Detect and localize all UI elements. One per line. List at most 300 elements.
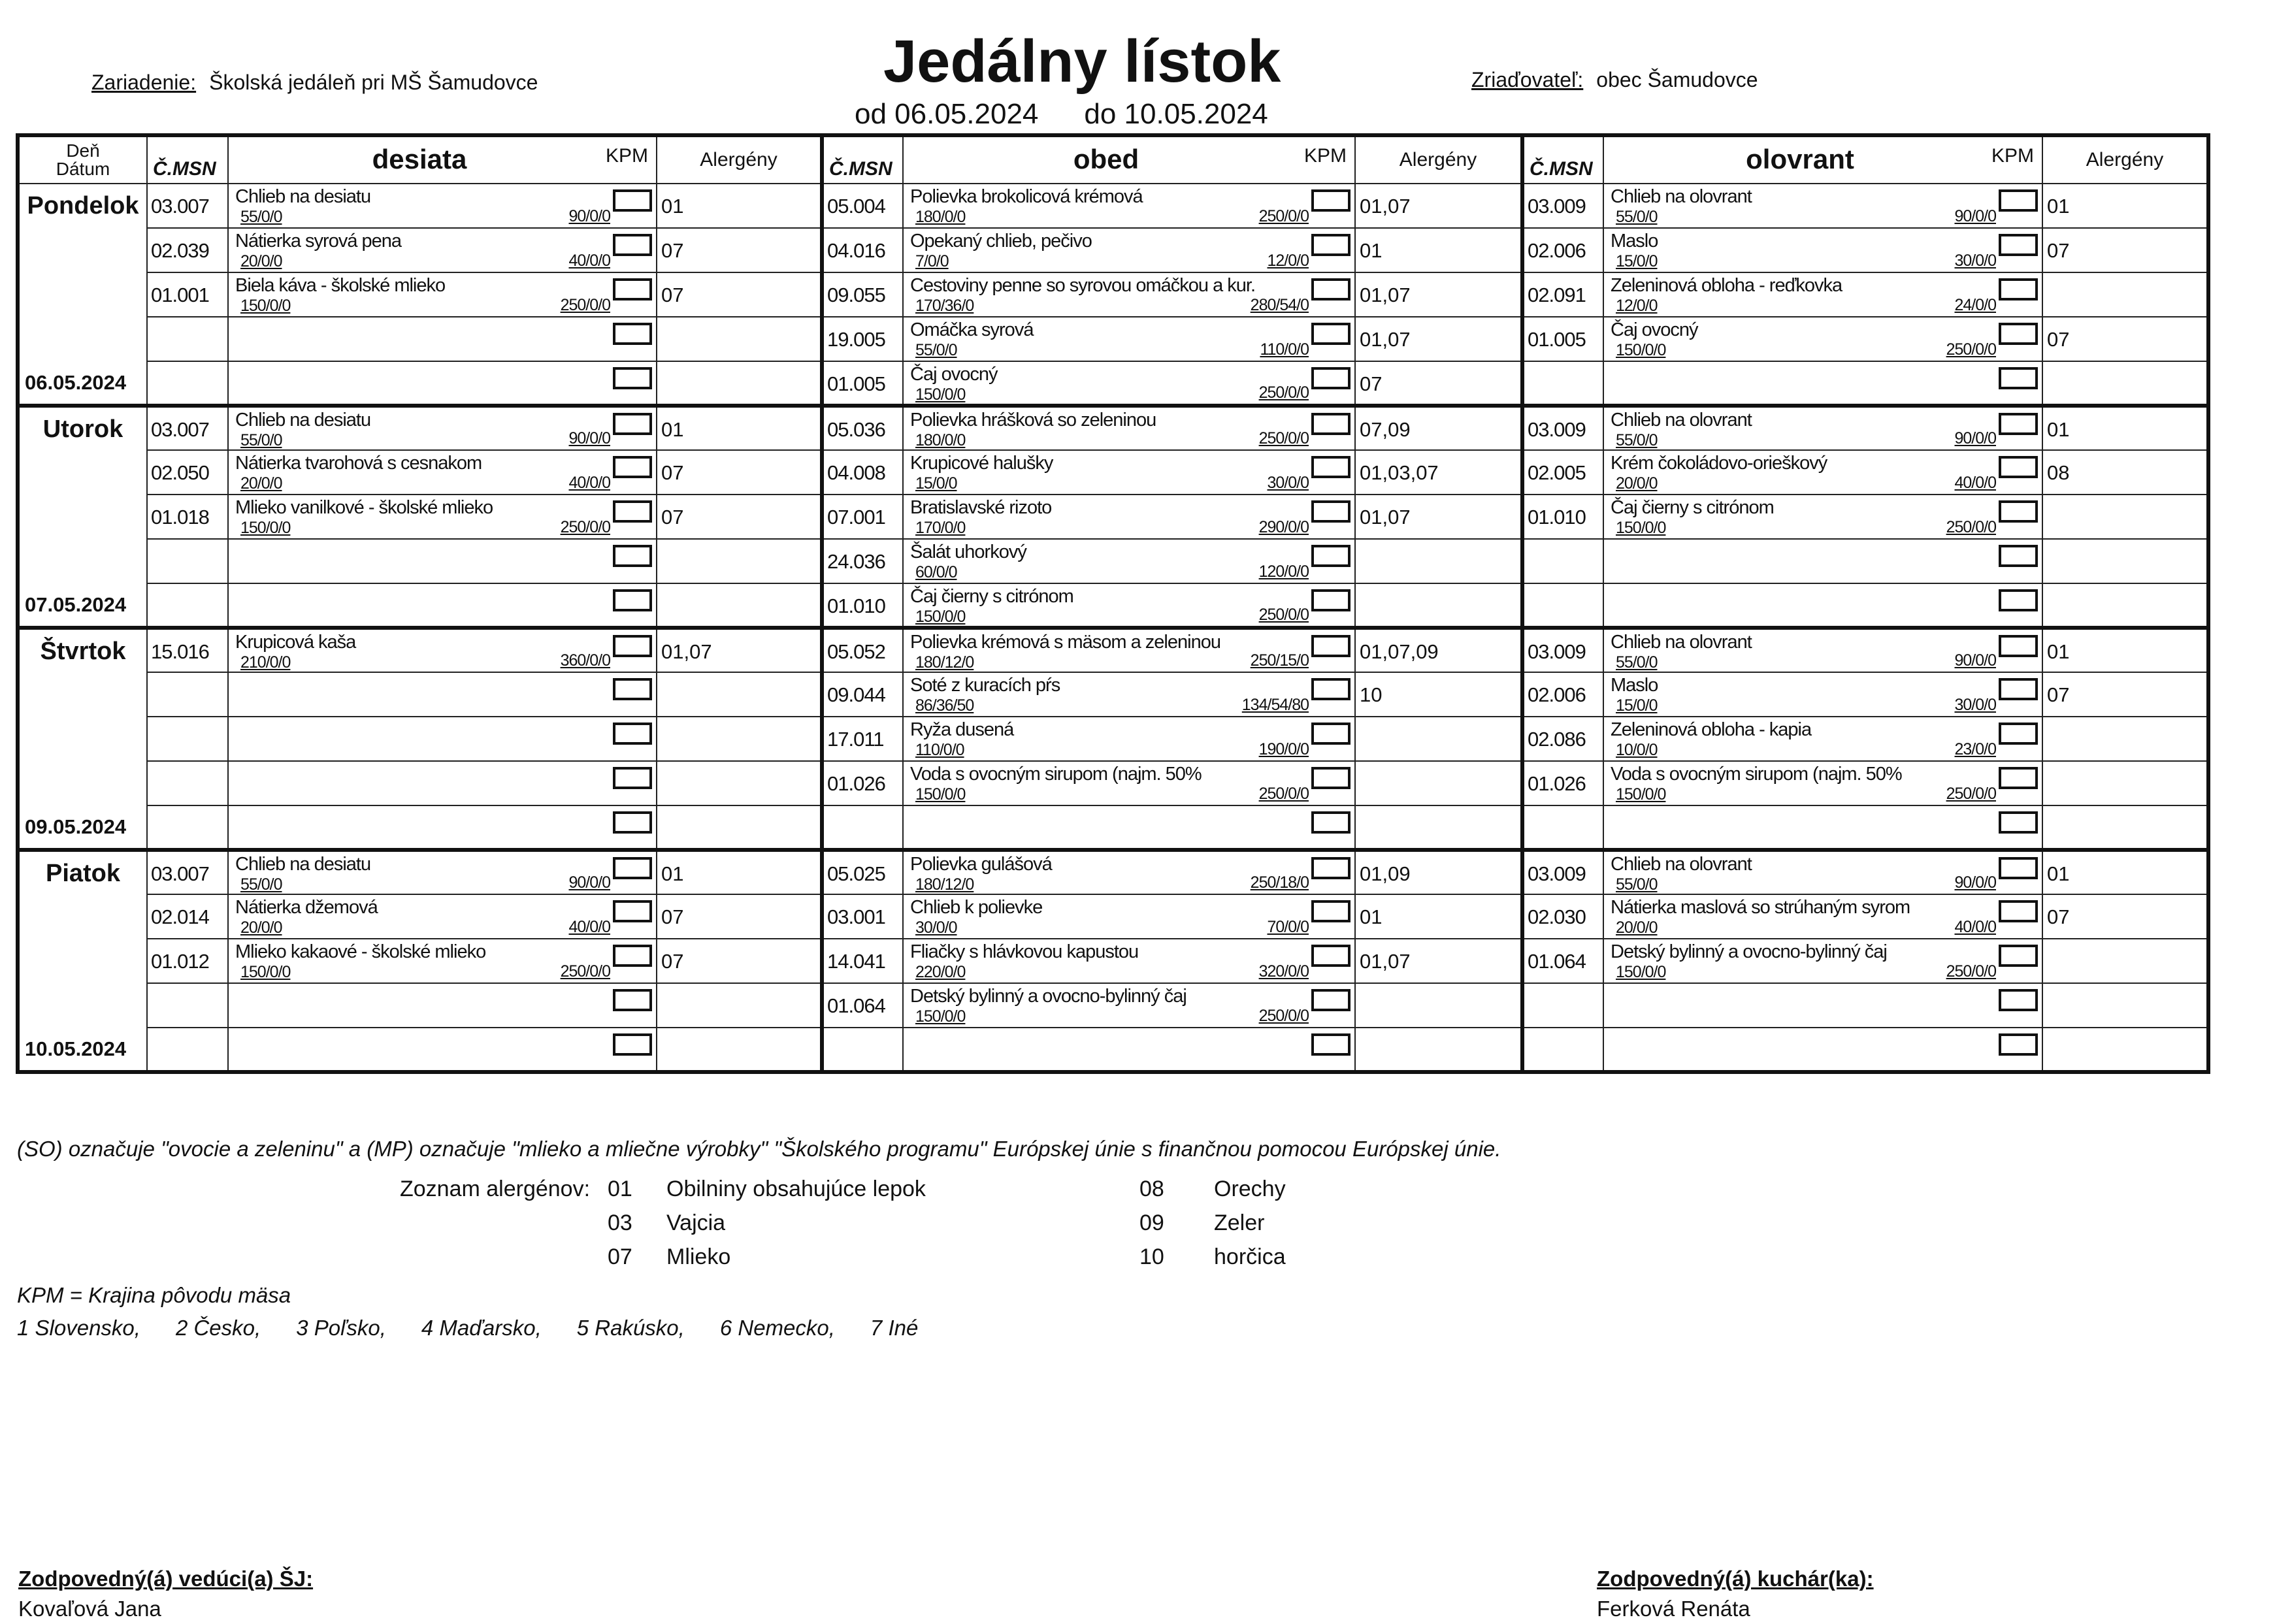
day-cell bbox=[18, 850, 147, 1072]
item-name: Chlieb na desiatu bbox=[235, 186, 371, 207]
item-weight: 110/0/0 bbox=[1260, 340, 1309, 359]
item-portion: 170/36/0 bbox=[915, 297, 974, 315]
menu-item bbox=[903, 184, 1355, 228]
kpm-box bbox=[613, 234, 652, 256]
item-name: Polievka gulášová bbox=[910, 854, 1052, 875]
kpm-box bbox=[1311, 945, 1351, 967]
item-weight: 250/0/0 bbox=[1258, 1007, 1309, 1025]
day-cell bbox=[18, 184, 147, 406]
item-allergens bbox=[657, 983, 822, 1028]
item-name: Biela káva - školské mlieko bbox=[235, 275, 446, 296]
day-date: 09.05.2024 bbox=[25, 815, 127, 838]
day-cell bbox=[18, 628, 147, 850]
day-name: Utorok bbox=[42, 415, 123, 443]
menu-row bbox=[18, 761, 2208, 805]
item-portion: 110/0/0 bbox=[915, 741, 964, 759]
kpm-box bbox=[1311, 500, 1351, 523]
item-weight: 134/54/80 bbox=[1241, 696, 1309, 714]
item-code: 03.009 bbox=[1522, 406, 1603, 450]
allergen-code: 03 bbox=[608, 1210, 632, 1235]
item-code bbox=[147, 539, 228, 583]
menu-item bbox=[228, 628, 657, 672]
signature-cook bbox=[1597, 1564, 1874, 1624]
item-weight: 250/0/0 bbox=[560, 518, 610, 536]
item-code: 03.007 bbox=[147, 406, 228, 450]
allergen-name: Vajcia bbox=[666, 1210, 726, 1235]
item-portion: 210/0/0 bbox=[240, 653, 291, 672]
day-date-header: Deň Dátum bbox=[18, 135, 147, 184]
menu-item bbox=[903, 717, 1355, 761]
menu-table bbox=[16, 133, 2210, 1074]
allergens-header: Alergény bbox=[1355, 135, 1522, 184]
item-code: 15.016 bbox=[147, 628, 228, 672]
kpm-box bbox=[1999, 323, 2038, 345]
kpm-legend-title: KPM = Krajina pôvodu mäsa bbox=[17, 1283, 291, 1307]
item-code bbox=[147, 317, 228, 361]
item-portion: 150/0/0 bbox=[1616, 963, 1666, 981]
item-name: Fliačky s hlávkovou kapustou bbox=[910, 941, 1139, 962]
item-name: Cestoviny penne so syrovou omáčkou a kur. bbox=[910, 275, 1256, 296]
item-code bbox=[147, 672, 228, 717]
item-weight: 250/0/0 bbox=[1946, 785, 1996, 803]
kpm-box bbox=[613, 635, 652, 657]
item-portion: 10/0/0 bbox=[1616, 741, 1658, 759]
menu-row bbox=[18, 317, 2208, 361]
menu-item bbox=[1603, 805, 2042, 850]
item-weight: 40/0/0 bbox=[568, 252, 610, 270]
item-code: 02.050 bbox=[147, 450, 228, 495]
header-row bbox=[18, 135, 2208, 184]
kpm-box bbox=[1999, 767, 2038, 789]
menu-item bbox=[228, 717, 657, 761]
item-code bbox=[1522, 539, 1603, 583]
item-allergens bbox=[2042, 805, 2208, 850]
item-name: Chlieb na desiatu bbox=[235, 854, 371, 875]
kpm-box bbox=[1999, 945, 2038, 967]
item-weight: 190/0/0 bbox=[1258, 740, 1309, 758]
item-allergens: 01 bbox=[657, 406, 822, 450]
menu-item bbox=[903, 805, 1355, 850]
item-allergens bbox=[657, 361, 822, 406]
kpm-box bbox=[1311, 323, 1351, 345]
item-weight: 250/0/0 bbox=[1946, 962, 1996, 981]
menu-item bbox=[1603, 539, 2042, 583]
item-portion: 180/0/0 bbox=[915, 431, 966, 449]
item-portion: 180/12/0 bbox=[915, 653, 974, 672]
item-allergens bbox=[2042, 983, 2208, 1028]
menu-item bbox=[1603, 406, 2042, 450]
item-weight: 250/0/0 bbox=[1946, 340, 1996, 359]
item-allergens: 01 bbox=[2042, 406, 2208, 450]
item-portion: 170/0/0 bbox=[915, 519, 966, 537]
item-code: 03.007 bbox=[147, 850, 228, 894]
menu-row bbox=[18, 583, 2208, 628]
menu-item bbox=[903, 894, 1355, 939]
item-allergens: 07 bbox=[657, 939, 822, 983]
menu-row bbox=[18, 272, 2208, 317]
item-allergens: 01,07 bbox=[1355, 495, 1522, 539]
signature-manager bbox=[18, 1564, 313, 1624]
kpm-box bbox=[1999, 589, 2038, 611]
item-name: Mlieko vanilkové - školské mlieko bbox=[235, 497, 493, 518]
signature-manager-label: Zodpovedný(á) vedúci(a) ŠJ: bbox=[18, 1567, 314, 1591]
kpm-box bbox=[613, 189, 652, 212]
allergen-name: horčica bbox=[1214, 1244, 1286, 1269]
item-portion: 20/0/0 bbox=[1616, 474, 1658, 493]
item-allergens: 01,03,07 bbox=[1355, 450, 1522, 495]
item-allergens: 07 bbox=[657, 228, 822, 272]
item-allergens: 08 bbox=[2042, 450, 2208, 495]
item-allergens bbox=[2042, 495, 2208, 539]
kpm-box bbox=[1999, 367, 2038, 389]
item-name: Polievka hrášková so zeleninou bbox=[910, 410, 1156, 430]
kpm-box bbox=[1311, 857, 1351, 879]
item-allergens bbox=[2042, 361, 2208, 406]
menu-item bbox=[228, 583, 657, 628]
item-weight: 250/18/0 bbox=[1250, 873, 1309, 892]
item-weight: 250/0/0 bbox=[1258, 606, 1309, 624]
item-code bbox=[1522, 1028, 1603, 1072]
kpm-box bbox=[1311, 900, 1351, 922]
item-allergens: 01,07 bbox=[1355, 272, 1522, 317]
item-weight: 250/0/0 bbox=[1258, 207, 1309, 225]
founder-line bbox=[1471, 68, 1758, 92]
item-allergens: 07 bbox=[2042, 317, 2208, 361]
kpm-box bbox=[613, 945, 652, 967]
item-allergens bbox=[657, 583, 822, 628]
item-name: Polievka krémová s mäsom a zeleninou bbox=[910, 632, 1220, 653]
item-name: Chlieb na desiatu bbox=[235, 410, 371, 430]
item-name: Bratislavské rizoto bbox=[910, 497, 1052, 518]
item-code: 01.064 bbox=[822, 983, 903, 1028]
item-allergens bbox=[657, 539, 822, 583]
kpm-box bbox=[1999, 234, 2038, 256]
item-allergens: 01 bbox=[2042, 850, 2208, 894]
kpm-box bbox=[1999, 989, 2038, 1011]
menu-item bbox=[228, 361, 657, 406]
kpm-box bbox=[1999, 456, 2038, 478]
kpm-box bbox=[613, 413, 652, 435]
menu-item bbox=[1603, 894, 2042, 939]
kpm-country: 7 Iné bbox=[870, 1316, 919, 1340]
signature-manager-name: Kovaľová Jana bbox=[18, 1597, 161, 1621]
item-code: 04.008 bbox=[822, 450, 903, 495]
item-portion: 150/0/0 bbox=[240, 297, 291, 315]
item-code: 01.005 bbox=[822, 361, 903, 406]
menu-item bbox=[1603, 272, 2042, 317]
item-weight: 40/0/0 bbox=[568, 918, 610, 936]
menu-item bbox=[903, 495, 1355, 539]
kpm-box bbox=[1311, 678, 1351, 700]
item-allergens bbox=[2042, 717, 2208, 761]
item-portion: 20/0/0 bbox=[1616, 918, 1658, 937]
kpm-box bbox=[613, 678, 652, 700]
item-name: Voda s ovocným sirupom (najm. 50% bbox=[910, 764, 1202, 785]
menu-item bbox=[903, 628, 1355, 672]
item-allergens: 01,07 bbox=[1355, 939, 1522, 983]
item-code: 17.011 bbox=[822, 717, 903, 761]
item-weight: 250/0/0 bbox=[1258, 785, 1309, 803]
item-allergens bbox=[1355, 983, 1522, 1028]
item-allergens: 07,09 bbox=[1355, 406, 1522, 450]
item-code: 02.030 bbox=[1522, 894, 1603, 939]
item-code bbox=[147, 761, 228, 805]
item-allergens bbox=[657, 672, 822, 717]
item-allergens bbox=[1355, 717, 1522, 761]
allergen-name: Zeler bbox=[1214, 1210, 1265, 1235]
item-weight: 90/0/0 bbox=[1954, 207, 1996, 225]
menu-item bbox=[903, 539, 1355, 583]
kpm-box bbox=[1311, 367, 1351, 389]
item-code: 04.016 bbox=[822, 228, 903, 272]
item-allergens: 01 bbox=[1355, 894, 1522, 939]
menu-item bbox=[228, 672, 657, 717]
item-code: 01.026 bbox=[1522, 761, 1603, 805]
item-portion: 15/0/0 bbox=[915, 474, 957, 493]
item-allergens bbox=[2042, 1028, 2208, 1072]
facility-name: Školská jedáleň pri MŠ Šamudovce bbox=[209, 71, 538, 94]
item-code: 01.010 bbox=[822, 583, 903, 628]
menu-item bbox=[228, 805, 657, 850]
menu-item bbox=[1603, 228, 2042, 272]
item-weight: 24/0/0 bbox=[1954, 296, 1996, 314]
item-code: 03.009 bbox=[1522, 850, 1603, 894]
kpm-country: 1 Slovensko, bbox=[17, 1316, 140, 1340]
signature-cook-name: Ferková Renáta bbox=[1597, 1597, 1750, 1621]
kpm-box bbox=[1311, 545, 1351, 567]
founder-name: obec Šamudovce bbox=[1596, 68, 1758, 91]
item-name: Čaj čierny s citrónom bbox=[1611, 497, 1774, 518]
item-code: 01.010 bbox=[1522, 495, 1603, 539]
item-portion: 86/36/50 bbox=[915, 696, 974, 715]
kpm-box bbox=[1311, 1033, 1351, 1056]
item-allergens: 07 bbox=[1355, 361, 1522, 406]
menu-item bbox=[903, 450, 1355, 495]
allergen-code: 07 bbox=[608, 1244, 632, 1269]
day-date: 07.05.2024 bbox=[25, 593, 127, 616]
item-weight: 12/0/0 bbox=[1267, 252, 1309, 270]
menu-item bbox=[1603, 583, 2042, 628]
menu-item bbox=[228, 761, 657, 805]
item-portion: 30/0/0 bbox=[915, 918, 957, 937]
kpm-box bbox=[1999, 500, 2038, 523]
item-name: Chlieb na olovrant bbox=[1611, 632, 1752, 653]
menu-item bbox=[228, 894, 657, 939]
item-weight: 90/0/0 bbox=[568, 207, 610, 225]
menu-item bbox=[228, 495, 657, 539]
kpm-country: 4 Maďarsko, bbox=[421, 1316, 542, 1340]
item-name: Nátierka tvarohová s cesnakom bbox=[235, 453, 482, 474]
item-name: Zeleninová obloha - reďkovka bbox=[1611, 275, 1842, 296]
item-portion: 15/0/0 bbox=[1616, 696, 1658, 715]
item-name: Čaj ovocný bbox=[1611, 319, 1698, 340]
item-weight: 90/0/0 bbox=[1954, 651, 1996, 670]
item-portion: 180/0/0 bbox=[915, 208, 966, 226]
kpm-box bbox=[1999, 1033, 2038, 1056]
item-name: Chlieb na olovrant bbox=[1611, 854, 1752, 875]
menu-item bbox=[1603, 628, 2042, 672]
item-portion: 7/0/0 bbox=[915, 252, 949, 270]
item-name: Krupicová kaša bbox=[235, 632, 356, 653]
kpm-country: 6 Nemecko, bbox=[719, 1316, 835, 1340]
menu-item bbox=[228, 406, 657, 450]
item-portion: 60/0/0 bbox=[915, 563, 957, 581]
msn-header: Č.MSN bbox=[822, 135, 903, 184]
item-name: Čaj ovocný bbox=[910, 364, 998, 385]
day-name: Štvrtok bbox=[40, 638, 126, 665]
menu-item bbox=[228, 939, 657, 983]
kpm-box bbox=[1999, 723, 2038, 745]
kpm-box bbox=[613, 323, 652, 345]
menu-item bbox=[1603, 983, 2042, 1028]
item-code bbox=[147, 1028, 228, 1072]
item-code: 14.041 bbox=[822, 939, 903, 983]
menu-item bbox=[228, 450, 657, 495]
item-allergens bbox=[657, 805, 822, 850]
item-code: 02.005 bbox=[1522, 450, 1603, 495]
menu-item bbox=[903, 850, 1355, 894]
item-portion: 150/0/0 bbox=[240, 963, 291, 981]
menu-item bbox=[228, 1028, 657, 1072]
item-allergens: 07 bbox=[657, 450, 822, 495]
item-name: Detský bylinný a ovocno-bylinný čaj bbox=[910, 986, 1187, 1007]
item-weight: 90/0/0 bbox=[568, 429, 610, 447]
item-allergens: 01,07 bbox=[1355, 184, 1522, 228]
kpm-box bbox=[613, 989, 652, 1011]
item-code: 05.036 bbox=[822, 406, 903, 450]
item-weight: 90/0/0 bbox=[1954, 873, 1996, 892]
item-name: Ryža dusená bbox=[910, 719, 1014, 740]
kpm-legend bbox=[17, 1279, 953, 1344]
item-weight: 280/54/0 bbox=[1250, 296, 1309, 314]
item-allergens bbox=[1355, 583, 1522, 628]
item-name: Nátierka džemová bbox=[235, 897, 378, 918]
menu-item bbox=[1603, 717, 2042, 761]
facility-line bbox=[91, 71, 538, 95]
item-weight: 30/0/0 bbox=[1954, 252, 1996, 270]
item-code: 03.009 bbox=[1522, 628, 1603, 672]
menu-item bbox=[1603, 450, 2042, 495]
item-code: 02.086 bbox=[1522, 717, 1603, 761]
kpm-box bbox=[1999, 413, 2038, 435]
kpm-country: 3 Poľsko, bbox=[296, 1316, 386, 1340]
item-code bbox=[1522, 983, 1603, 1028]
item-name: Maslo bbox=[1611, 675, 1658, 696]
item-portion: 150/0/0 bbox=[1616, 341, 1666, 359]
kpm-box bbox=[1999, 278, 2038, 300]
kpm-box bbox=[1999, 900, 2038, 922]
item-allergens bbox=[1355, 539, 1522, 583]
item-allergens: 01 bbox=[657, 850, 822, 894]
kpm-box bbox=[613, 1033, 652, 1056]
item-portion: 20/0/0 bbox=[240, 918, 282, 937]
item-allergens bbox=[2042, 939, 2208, 983]
kpm-box bbox=[1999, 189, 2038, 212]
item-allergens bbox=[657, 761, 822, 805]
item-portion: 55/0/0 bbox=[1616, 431, 1658, 449]
allergen-code: 08 bbox=[1139, 1177, 1164, 1201]
kpm-box bbox=[1311, 635, 1351, 657]
item-name: Mlieko kakaové - školské mlieko bbox=[235, 941, 486, 962]
item-allergens: 01,07 bbox=[657, 628, 822, 672]
item-code bbox=[147, 583, 228, 628]
menu-row bbox=[18, 983, 2208, 1028]
kpm-box bbox=[1311, 989, 1351, 1011]
item-weight: 320/0/0 bbox=[1258, 962, 1309, 981]
menu-item bbox=[903, 406, 1355, 450]
item-weight: 360/0/0 bbox=[560, 651, 610, 670]
item-portion: 20/0/0 bbox=[240, 252, 282, 270]
menu-item bbox=[1603, 317, 2042, 361]
item-code: 01.012 bbox=[147, 939, 228, 983]
item-code: 02.006 bbox=[1522, 228, 1603, 272]
kpm-box bbox=[1999, 678, 2038, 700]
menu-item bbox=[903, 583, 1355, 628]
menu-row bbox=[18, 628, 2208, 672]
item-name: Krém čokoládovo-orieškový bbox=[1611, 453, 1827, 474]
item-portion: 150/0/0 bbox=[240, 519, 291, 537]
day-name: Pondelok bbox=[27, 192, 139, 219]
item-portion: 12/0/0 bbox=[1616, 297, 1658, 315]
item-code: 05.025 bbox=[822, 850, 903, 894]
item-allergens bbox=[2042, 539, 2208, 583]
item-code bbox=[822, 1028, 903, 1072]
item-portion: 150/0/0 bbox=[1616, 785, 1666, 804]
kpm-box bbox=[613, 811, 652, 834]
kpm-box bbox=[613, 767, 652, 789]
kpm-country: 5 Rakúsko, bbox=[576, 1316, 685, 1340]
item-name: Chlieb na olovrant bbox=[1611, 410, 1752, 430]
item-allergens: 07 bbox=[2042, 894, 2208, 939]
item-allergens bbox=[657, 317, 822, 361]
item-allergens: 01 bbox=[657, 184, 822, 228]
kpm-box bbox=[613, 456, 652, 478]
kpm-box bbox=[613, 500, 652, 523]
menu-item bbox=[903, 272, 1355, 317]
item-code: 05.052 bbox=[822, 628, 903, 672]
item-weight: 290/0/0 bbox=[1258, 518, 1309, 536]
menu-item bbox=[228, 317, 657, 361]
item-code: 03.007 bbox=[147, 184, 228, 228]
kpm-box bbox=[1311, 589, 1351, 611]
item-code: 02.006 bbox=[1522, 672, 1603, 717]
menu-item bbox=[903, 317, 1355, 361]
signature-cook-label: Zodpovedný(á) kuchár(ka): bbox=[1597, 1567, 1874, 1591]
item-weight: 250/0/0 bbox=[560, 962, 610, 981]
facility-label: Zariadenie: bbox=[91, 71, 197, 94]
menu-row bbox=[18, 850, 2208, 894]
menu-row bbox=[18, 717, 2208, 761]
kpm-box bbox=[1999, 857, 2038, 879]
item-name: Zeleninová obloha - kapia bbox=[1611, 719, 1812, 740]
menu-item bbox=[228, 539, 657, 583]
menu-item bbox=[1603, 939, 2042, 983]
menu-item bbox=[903, 672, 1355, 717]
item-allergens: 01 bbox=[2042, 628, 2208, 672]
allergen-code: 10 bbox=[1139, 1244, 1164, 1269]
item-code bbox=[1522, 805, 1603, 850]
menu-item bbox=[1603, 1028, 2042, 1072]
kpm-box bbox=[1311, 723, 1351, 745]
kpm-box bbox=[1311, 456, 1351, 478]
menu-item bbox=[903, 983, 1355, 1028]
kpm-box bbox=[1311, 413, 1351, 435]
kpm-box bbox=[1311, 811, 1351, 834]
item-weight: 250/0/0 bbox=[1258, 429, 1309, 447]
item-weight: 40/0/0 bbox=[568, 474, 610, 492]
item-code: 09.055 bbox=[822, 272, 903, 317]
kpm-box bbox=[613, 900, 652, 922]
